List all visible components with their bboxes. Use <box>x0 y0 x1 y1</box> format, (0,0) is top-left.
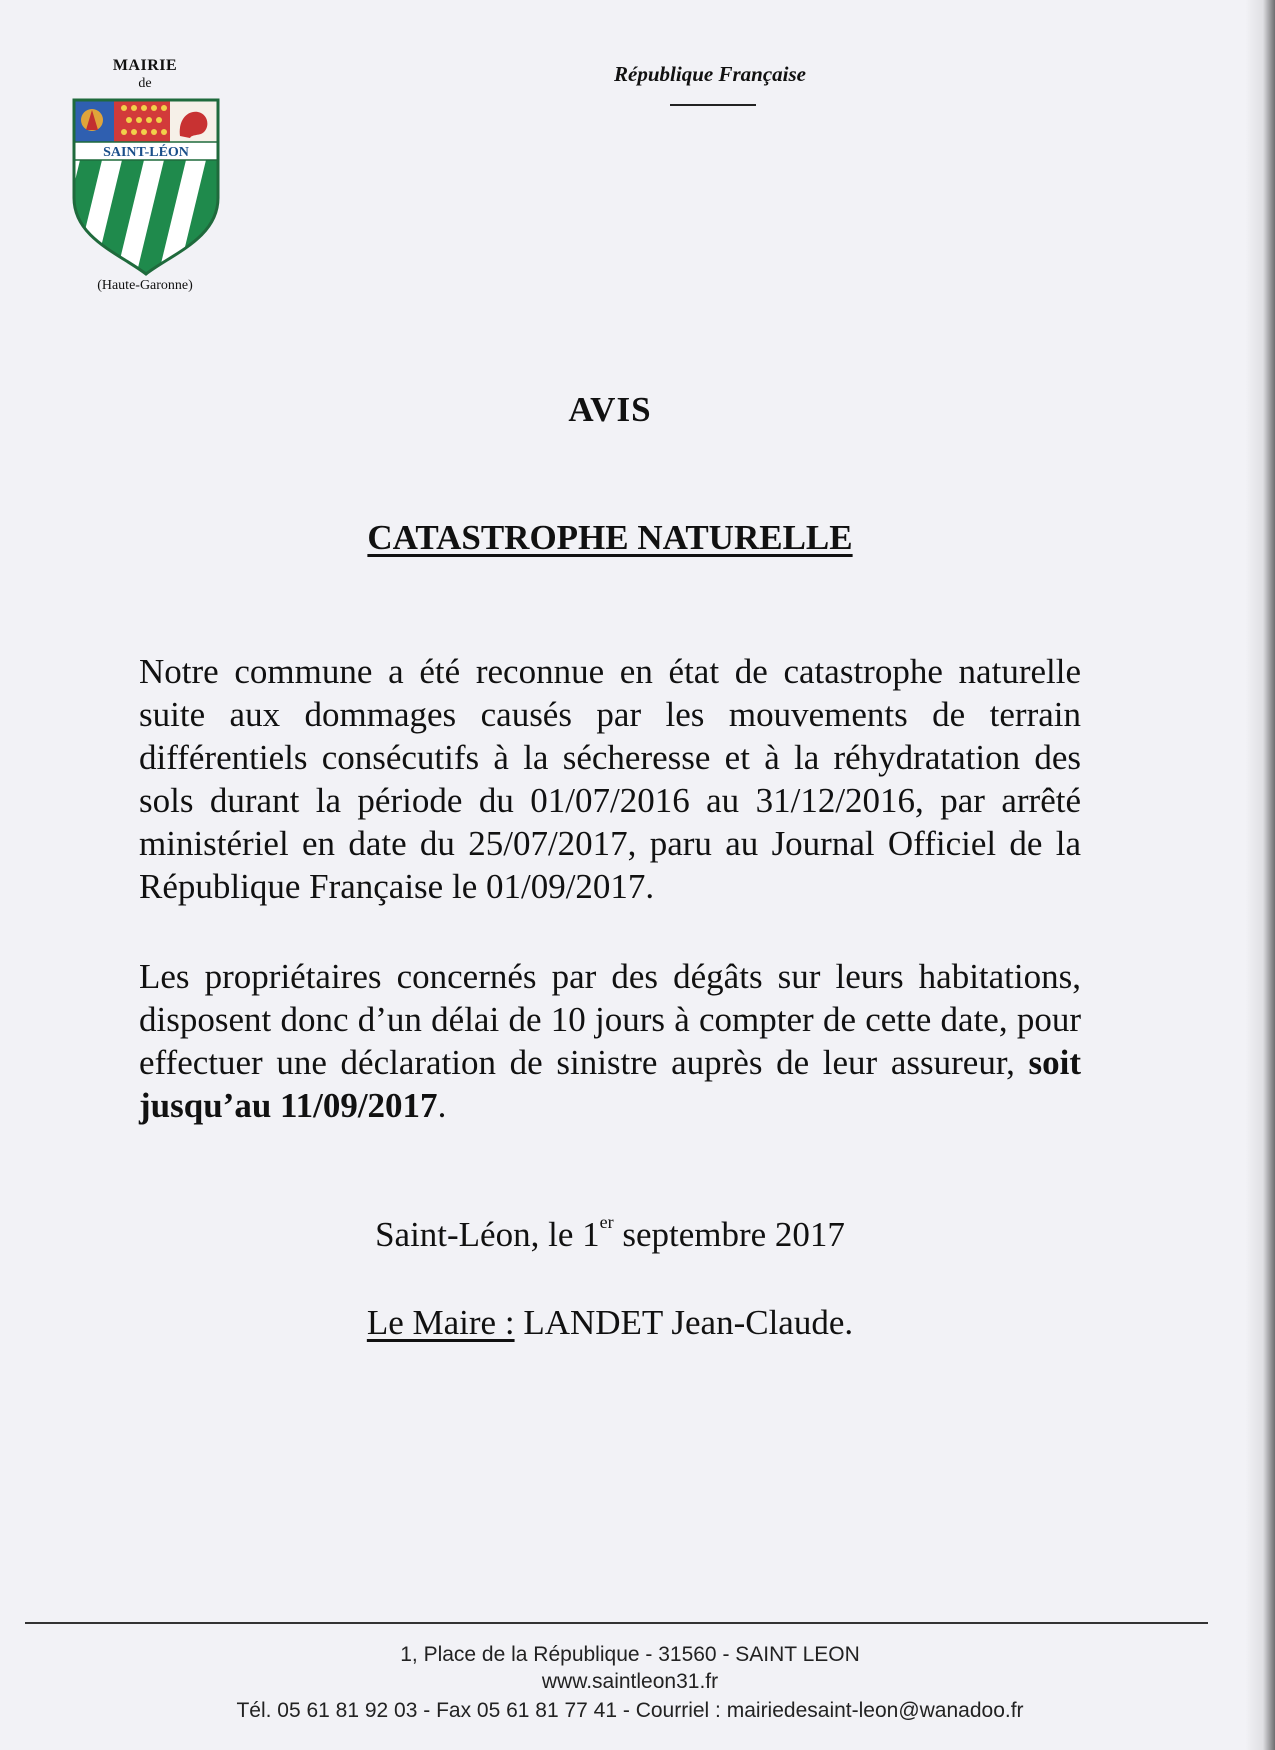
signature-line <box>300 1303 920 1343</box>
signature-role: Le Maire : <box>366 1303 515 1342</box>
footer-contact: Tél. 05 61 81 92 03 - Fax 05 61 81 77 41 - Courriel : mairiedesaint-leon@wanadoo.fr <box>236 1699 1024 1722</box>
footer-website: www.saintleon31.fr <box>541 1670 719 1693</box>
mairie-de-label: de <box>138 76 152 91</box>
signature-name: LANDET Jean-Claude. <box>514 1303 854 1342</box>
paragraph-2-text: Les propriétaires concernés par des dégâts sur leurs habitations, disposent donc d’un délai de 10 jours à compter de cette date, pour effectuer une déclaration de sinistre auprès de leur assureur, <box>139 957 1081 1082</box>
crest-banner-text: SAINT-LÉON <box>103 145 189 160</box>
place-date-sup: er <box>599 1212 614 1232</box>
footer-divider <box>25 1622 1208 1624</box>
notice-paragraph-2 <box>139 955 1081 1127</box>
saint-leon-crest-icon <box>72 98 220 276</box>
place-date-pre: Saint-Léon, le 1 <box>375 1215 600 1254</box>
notice-paragraph-1: Notre commune a été reconnue en état de catastrophe naturelle suite aux dommages causés par les mouvements de terrain différentiels consécutifs à la sécheresse et à la réhydratation des sols durant la période du 01/07/2016 au 31/12/2016, par arrêté ministériel en date du 25/07/2017, paru au Journal Officiel de la République Française le 01/09/2017. <box>139 652 1081 906</box>
republique-heading: République Française <box>614 62 806 86</box>
notice-title <box>330 518 890 558</box>
scan-edge-shadow <box>1245 0 1275 1750</box>
footer-address: 1, Place de la République - 31560 - SAINT LEON <box>400 1643 860 1666</box>
place-date-line <box>300 1212 920 1255</box>
place-date-post: septembre 2017 <box>613 1215 845 1254</box>
republique-divider <box>670 104 756 106</box>
paragraph-2-end: . <box>437 1086 447 1125</box>
mairie-label: MAIRIE <box>112 57 178 74</box>
department-label: (Haute-Garonne) <box>97 278 193 293</box>
notice-title-text: CATASTROPHE NATURELLE <box>367 518 853 557</box>
avis-heading: AVIS <box>568 390 652 429</box>
deadline-text: soit jusqu’au 11/09/2017 <box>139 1043 1081 1125</box>
